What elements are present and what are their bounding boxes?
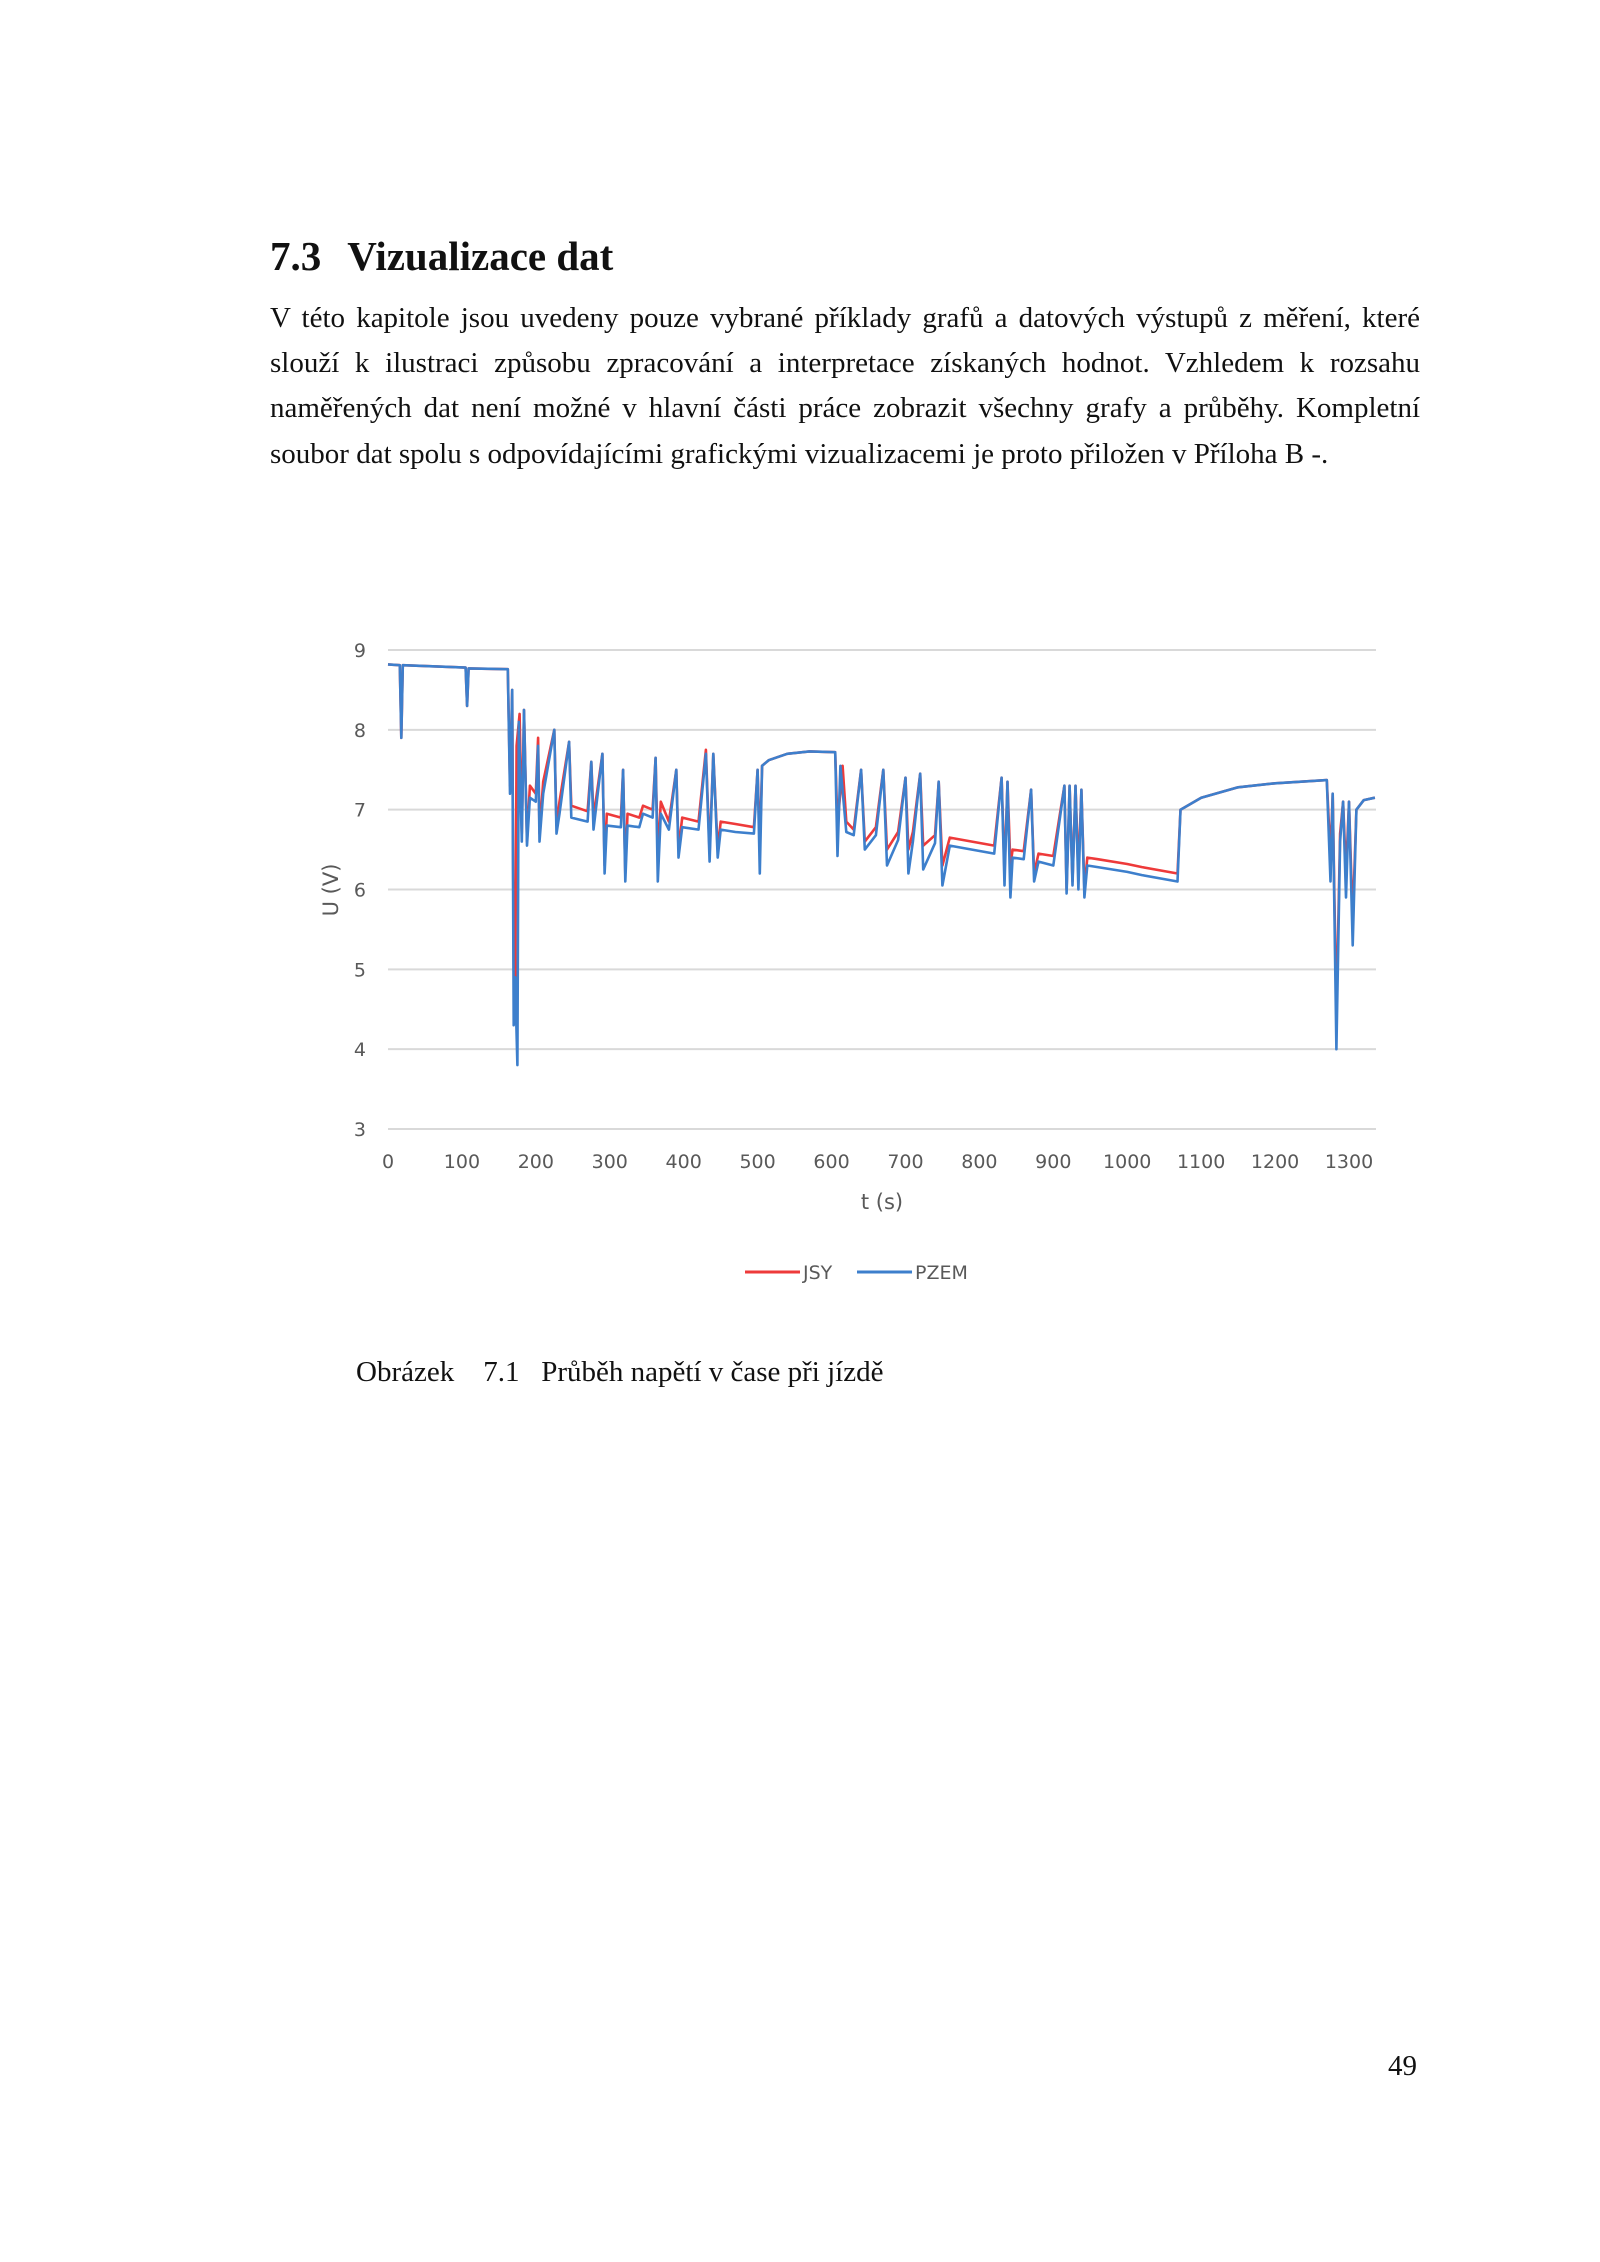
legend-label-jsy: JSY [803, 1262, 833, 1284]
section-title: Vizualizace dat [347, 233, 614, 279]
y-tick-label: 3 [353, 1119, 366, 1141]
series-line-pzem [388, 664, 1375, 1065]
figure-caption [356, 1356, 883, 1389]
x-tick-label: 1100 [1176, 1151, 1226, 1173]
caption-number: 7.1 [483, 1356, 520, 1388]
body-paragraph: V této kapitole jsou uvedeny pouze vybrané příklady grafů a datových výstupů z měření, které slouží k ilustraci způsobu zpracování a interpretace získaných hodnot. Vzhledem k rozsahu naměřených dat není možné v hlavní části práce zobrazit všechny grafy a průběhy. Kompletní soubor dat spolu s odpovídajícími grafickými vizualizacemi je proto přiložen v Příloha B -. [270, 302, 1420, 470]
legend-label-pzem: PZEM [915, 1262, 968, 1284]
section-number: 7.3 [270, 233, 322, 279]
series-line-jsy [388, 664, 1375, 1017]
x-tick-label: 900 [1035, 1151, 1072, 1173]
y-tick-label: 8 [353, 719, 366, 742]
y-tick-label: 5 [353, 959, 366, 982]
y-tick-label: 9 [353, 640, 366, 662]
caption-label: Obrázek [356, 1356, 455, 1388]
x-tick-label: 100 [443, 1151, 481, 1173]
x-tick-label: 200 [517, 1151, 554, 1173]
x-tick-label: 700 [887, 1151, 924, 1173]
x-tick-label: 1200 [1250, 1151, 1300, 1173]
page-number: 49 [1388, 2050, 1417, 2082]
caption-text: Průběh napětí v čase při jízdě [541, 1356, 884, 1388]
x-tick-label: 0 [381, 1151, 395, 1173]
x-axis-title: t (s) [860, 1190, 904, 1214]
y-tick-label: 4 [353, 1039, 366, 1062]
x-tick-label: 1000 [1103, 1151, 1152, 1173]
x-tick-label: 1300 [1324, 1151, 1374, 1173]
legend [745, 1262, 968, 1284]
x-tick-label: 400 [665, 1151, 702, 1173]
y-tick-label: 7 [353, 799, 366, 822]
x-tick-label: 500 [739, 1151, 776, 1173]
y-tick-label: 6 [353, 879, 366, 902]
x-tick-label: 800 [961, 1151, 998, 1173]
x-tick-label: 300 [591, 1151, 628, 1173]
x-tick-label: 600 [813, 1151, 850, 1173]
y-axis-title: U (V) [319, 863, 343, 917]
